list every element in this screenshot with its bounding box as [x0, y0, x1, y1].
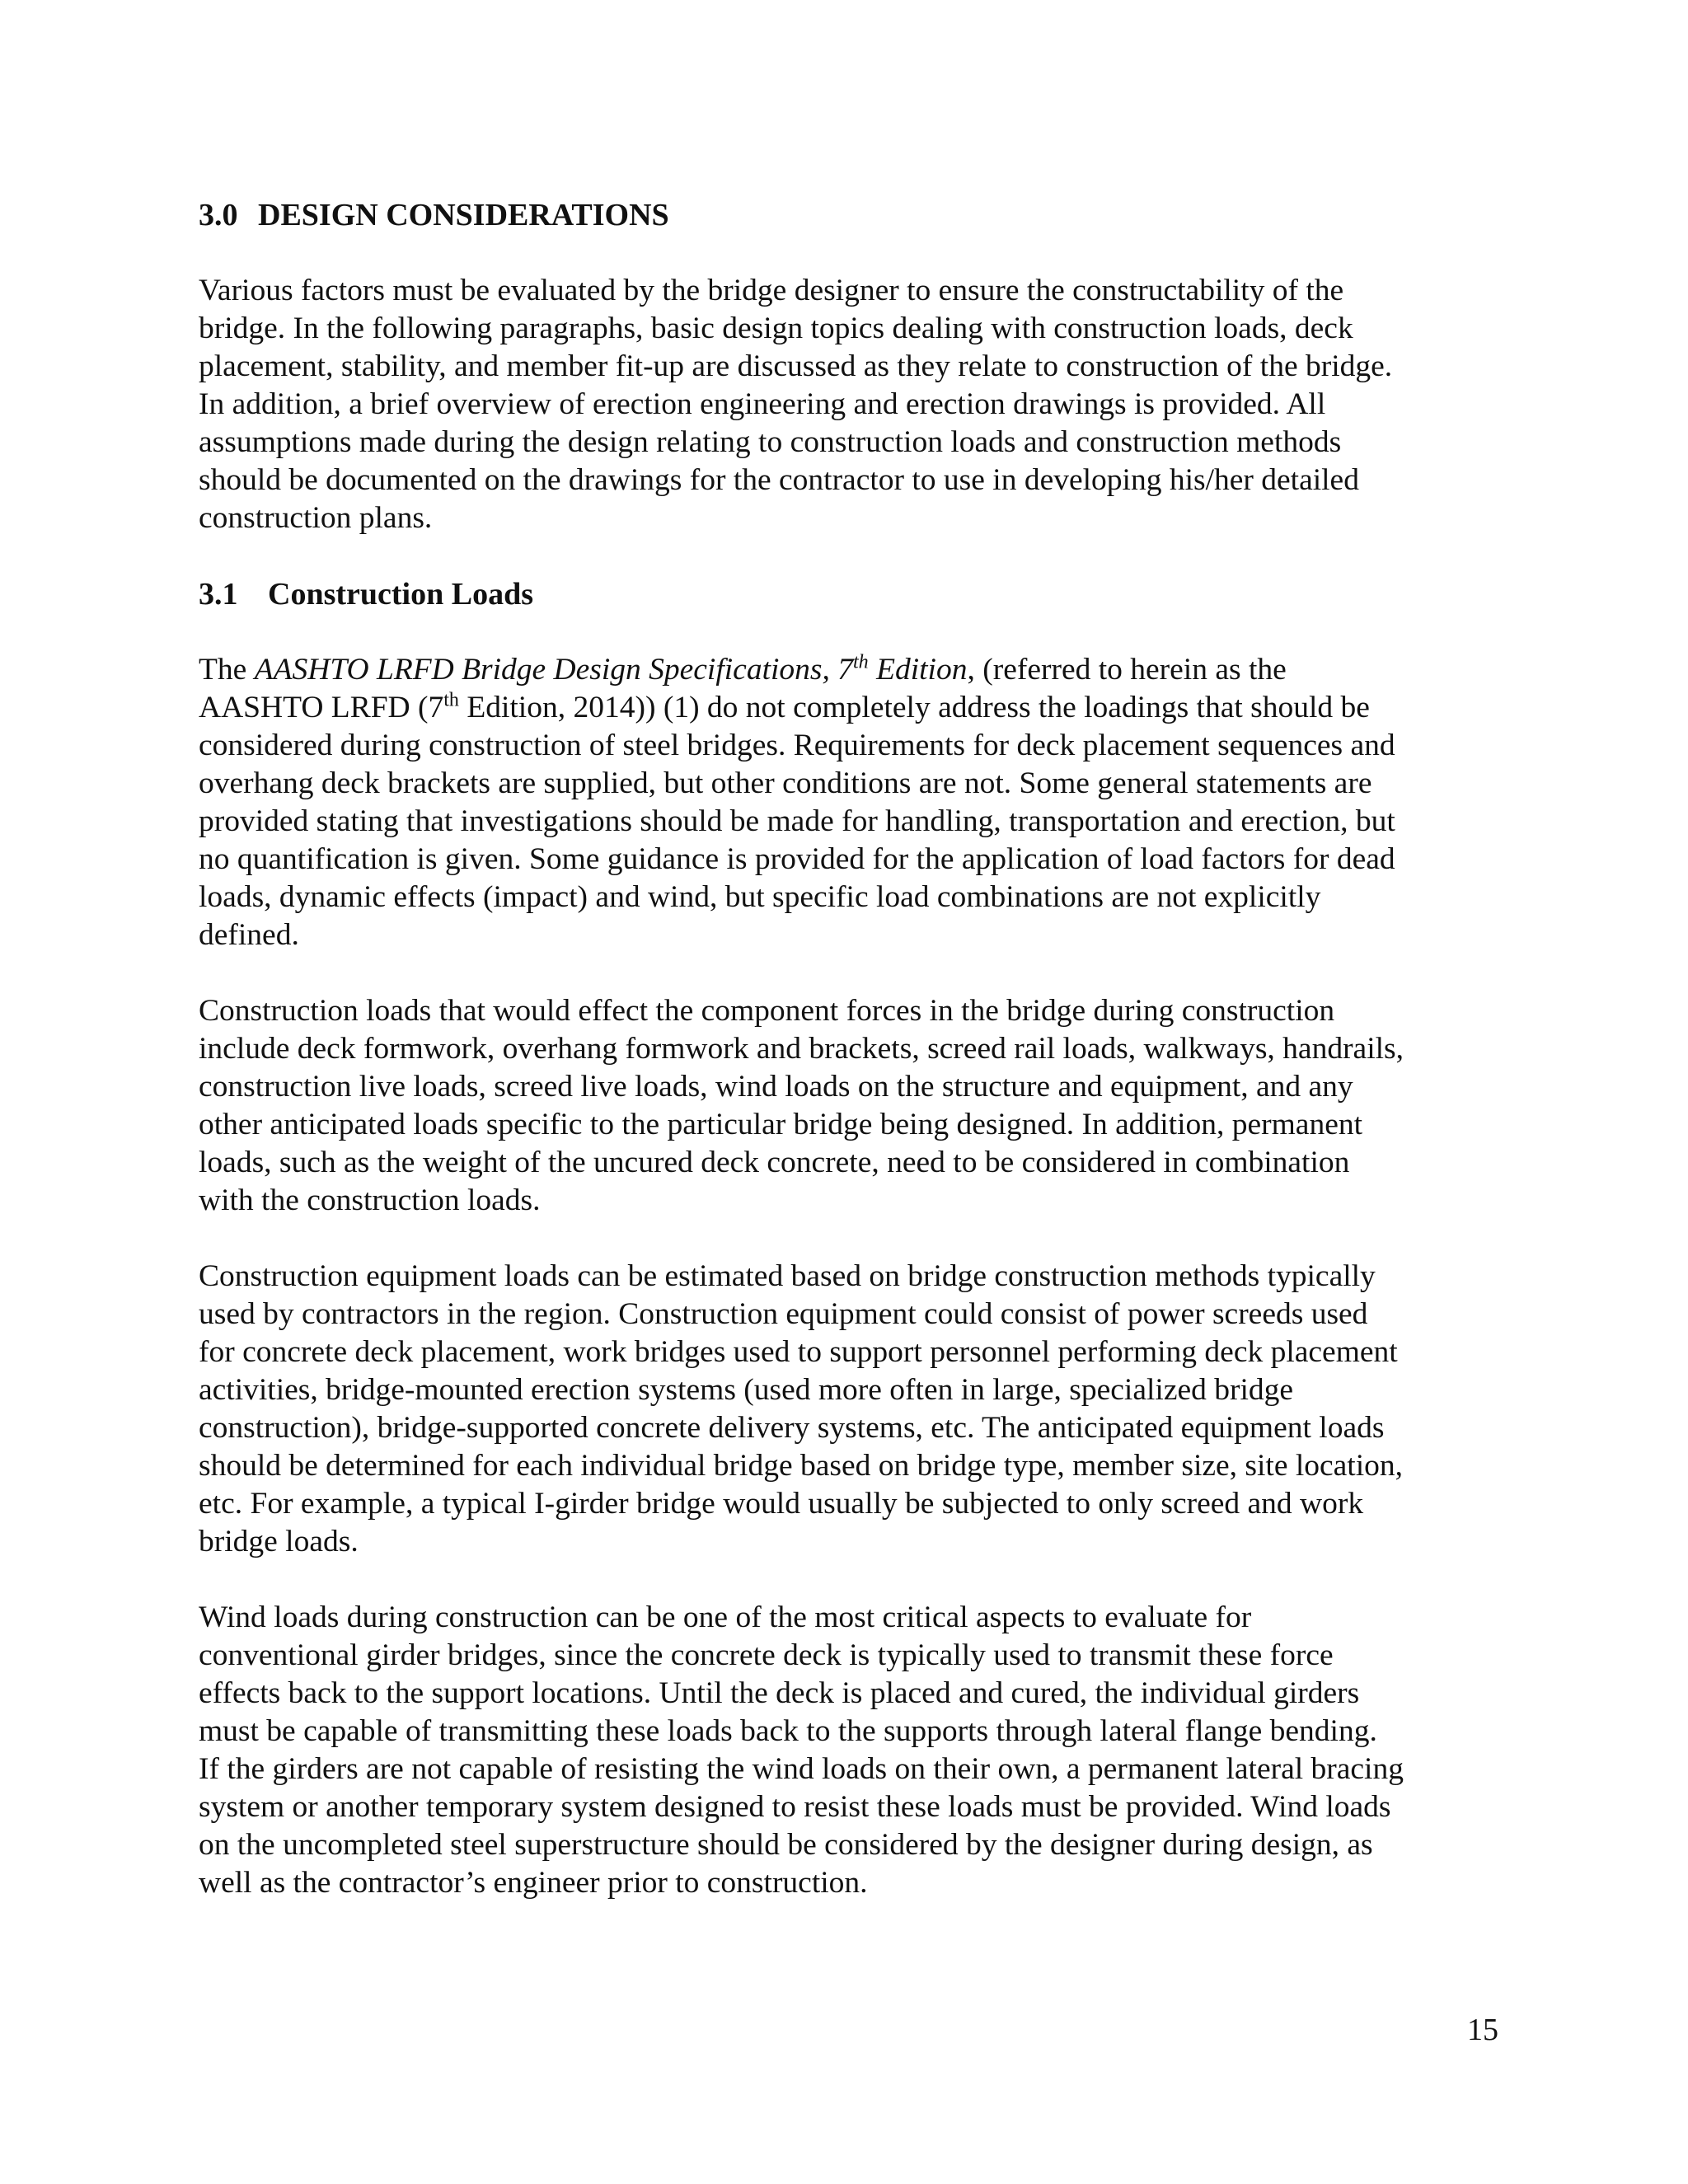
construction-loads-paragraph — [199, 992, 1501, 1220]
equipment-loads-paragraph — [199, 1258, 1501, 1561]
document-page — [199, 196, 1501, 1902]
page-number: 15 — [1467, 2013, 1498, 2047]
text-line — [199, 651, 1501, 689]
text-run: Edition, 2014)) (1) do not completely address the loadings that should be — [458, 691, 1370, 724]
section-3-0-heading — [199, 196, 1501, 234]
text-line: loads, such as the weight of the uncured deck concrete, need to be considered in combination — [199, 1146, 1350, 1179]
section-number: 3.1 — [199, 577, 238, 612]
text-run: AASHTO LRFD Bridge Design Specifications, 7 — [254, 653, 854, 687]
text-line: Wind loads during construction can be one of the most critical aspects to evaluate for — [199, 1601, 1252, 1634]
text-line: for concrete deck placement, work bridges used to support personnel performing deck placement — [199, 1335, 1398, 1369]
text-line: conventional girder bridges, since the concrete deck is typically used to transmit these force — [199, 1638, 1334, 1672]
text-line: Construction equipment loads can be estimated based on bridge construction methods typically — [199, 1259, 1376, 1293]
section-number: 3.0 — [199, 198, 238, 232]
text-line: should be determined for each individual bridge based on bridge type, member size, site location, — [199, 1449, 1404, 1483]
text-run: AASHTO LRFD (7 — [199, 691, 444, 724]
text-line: well as the contractor’s engineer prior to construction. — [199, 1866, 868, 1900]
text-line: considered during construction of steel bridges. Requirements for deck placement sequences and — [199, 729, 1395, 762]
text-line: placement, stability, and member fit-up are discussed as they relate to construction of the bridge. — [199, 349, 1393, 383]
text-line: should be documented on the drawings for the contractor to use in developing his/her detailed — [199, 463, 1359, 497]
text-line: bridge loads. — [199, 1525, 359, 1558]
text-line: If the girders are not capable of resisting the wind loads on their own, a permanent lateral bracing — [199, 1752, 1404, 1786]
text-line: Construction loads that would effect the component forces in the bridge during construction — [199, 994, 1335, 1028]
text-line: overhang deck brackets are supplied, but other conditions are not. Some general statements are — [199, 766, 1372, 800]
section-3-1-intro-paragraph — [199, 651, 1501, 954]
text-line: activities, bridge-mounted erection systems (used more often in large, specialized bridge — [199, 1373, 1294, 1407]
section-title: Construction Loads — [268, 577, 533, 612]
text-line: include deck formwork, overhang formwork and brackets, screed rail loads, walkways, handrails, — [199, 1032, 1404, 1066]
text-line: defined. — [199, 918, 299, 952]
spec-title — [255, 653, 968, 687]
text-line: construction plans. — [199, 501, 433, 535]
text-line: must be capable of transmitting these loads back to the supports through lateral flange bending. — [199, 1714, 1377, 1748]
text-line: assumptions made during the design relating to construction loads and construction methods — [199, 425, 1342, 459]
text-line: other anticipated loads specific to the particular bridge being designed. In addition, permanent — [199, 1108, 1363, 1141]
text-line: provided stating that investigations should be made for handling, transportation and erection, but — [199, 804, 1395, 838]
text-line: loads, dynamic effects (impact) and wind, but specific load combinations are not explicitly — [199, 880, 1321, 914]
text-run: , (referred to herein as the — [967, 653, 1287, 687]
text-run: The — [199, 653, 255, 687]
text-line: used by contractors in the region. Construction equipment could consist of power screeds used — [199, 1297, 1368, 1331]
text-line: system or another temporary system designed to resist these loads must be provided. Wind loads — [199, 1790, 1391, 1824]
text-line: etc. For example, a typical I-girder bridge would usually be subjected to only screed and work — [199, 1487, 1364, 1521]
text-line: no quantification is given. Some guidance is provided for the application of load factors for dead — [199, 842, 1395, 876]
section-title: DESIGN CONSIDERATIONS — [258, 198, 669, 232]
section-3-0-paragraph — [199, 272, 1501, 537]
text-line: bridge. In the following paragraphs, basic design topics dealing with construction loads, deck — [199, 312, 1353, 345]
text-line: on the uncompleted steel superstructure should be considered by the designer during design, as — [199, 1828, 1373, 1862]
section-3-1-heading — [199, 575, 1501, 613]
text-line — [199, 689, 1501, 727]
text-line: Various factors must be evaluated by the bridge designer to ensure the constructability of the — [199, 274, 1344, 307]
text-run: Edition — [868, 653, 968, 687]
text-line: with the construction loads. — [199, 1183, 541, 1217]
text-line: construction live loads, screed live loads, wind loads on the structure and equipment, and any — [199, 1070, 1353, 1104]
text-line: effects back to the support locations. Until the deck is placed and cured, the individual girders — [199, 1676, 1360, 1710]
text-line: construction), bridge-supported concrete delivery systems, etc. The anticipated equipment loads — [199, 1411, 1385, 1445]
superscript: th — [853, 651, 869, 673]
wind-loads-paragraph — [199, 1599, 1501, 1902]
superscript: th — [443, 689, 459, 711]
text-line: In addition, a brief overview of erection engineering and erection drawings is provided. All — [199, 387, 1326, 421]
